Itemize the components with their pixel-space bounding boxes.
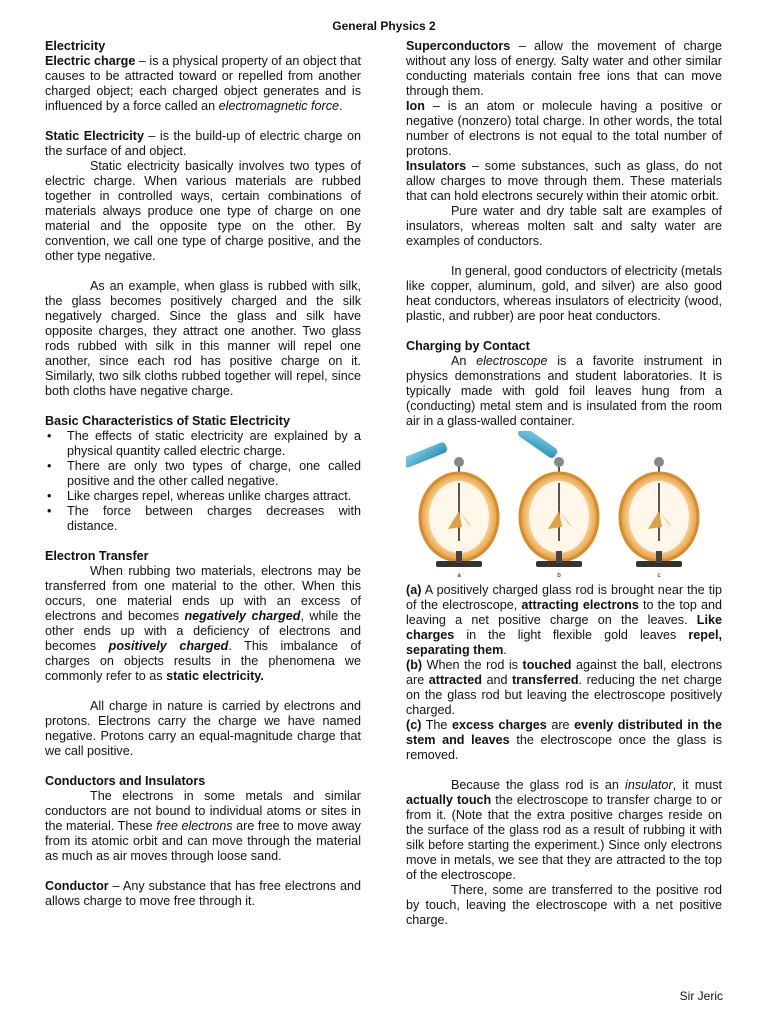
there-paragraph: There, some are transferred to the positive rod by touch, leaving the electroscope with a net positive charge. [406, 883, 722, 927]
figure-label-a: a [457, 573, 461, 579]
electron-transfer-paragraph [45, 564, 361, 684]
text: – is a physical property of an object that causes to be attracted toward or repelled from another charged object; each charged object generates and is influenced by a force called an [45, 54, 361, 113]
caption-tag: (a) [406, 583, 422, 597]
text: . This imbalance of charges on objects results in the phenomena we commonly refer to as [45, 639, 361, 683]
term: Ion [406, 99, 425, 113]
list-item: • Like charges repel, whereas unlike charges attract. [67, 489, 361, 504]
ion-definition [406, 99, 722, 159]
term: Electric charge [45, 54, 136, 68]
term: Static Electricity [45, 129, 144, 143]
emphasis: positively charged [108, 639, 229, 653]
electroscope-illustration [406, 431, 722, 579]
text: When the rod is [422, 658, 523, 672]
text: When rubbing two materials, electrons may be transferred from one material to the other. When this occurs, one material ends up with an excess of electrons and becomes [45, 564, 361, 623]
term: Superconductors [406, 39, 511, 53]
caption-b [406, 658, 722, 718]
text: the electroscope once the glass is removed. [406, 733, 723, 762]
text: in the light flexible gold leaves [454, 628, 689, 642]
caption-tag: (c) [406, 718, 422, 732]
static-paragraph: Static electricity basically involves two types of electric charge. When various materials are rubbed together in controlled ways, certain combinations of materials always produce one type of charge on one material and the opposite type on the other. By convention, we call one type of charge positive, and the other type negative. [45, 159, 361, 263]
text: . [503, 643, 507, 657]
figure-label-c: c [657, 573, 661, 579]
insulators-definition [406, 159, 722, 204]
electroscope-c [620, 457, 698, 567]
text: A positively charged glass rod is brought near the tip of the electroscope, [406, 583, 722, 612]
text: . reducing the net charge on the glass rod but leaving the electroscope positively charged. [406, 673, 723, 717]
text: . [339, 99, 343, 113]
example-paragraph: As an example, when glass is rubbed with silk, the glass becomes positively charged and the silk negatively charged. Since the glass and silk have opposite charges, they attract one another. Two glass rods rubbed with silk in this manner will repel one another, since each rod has positive charge on it. Similarly, two silk cloths rubbed together will repel, since both cloths have negative charge. [45, 279, 361, 398]
list-item: • There are only two types of charge, one called positive and the other called negative. [67, 459, 361, 489]
text: , while the other ends up with a deficiency of electrons and becomes [45, 609, 361, 653]
electroscope-paragraph [406, 354, 722, 429]
text: are free to move away from its atomic orbit and can move through the material as much as air moves through loose sand. [45, 819, 361, 863]
glass-rod-b [517, 431, 559, 460]
footer-author: Sir Jeric [679, 989, 723, 1003]
emphasis: actually touch [406, 793, 492, 807]
emphasis: touched [522, 658, 572, 672]
term: Conductor [45, 879, 109, 893]
text: – is an atom or molecule having a positive or negative (nonzero) total charge. In other words, the total number of electrons is not equal to the total number of protons. [406, 99, 722, 158]
all-charge-paragraph: All charge in nature is carried by electrons and protons. Electrons carry the charge we have named negative. Protons carry an equal-magnitude charge that we call positive. [45, 699, 361, 758]
basic-characteristics-heading: Basic Characteristics of Static Electricity [45, 414, 290, 428]
caption-a [406, 583, 722, 658]
text: the electroscope to transfer charge to or from it. (Note that the extra positive charges reside on the surface of the glass rod as a result of rubbing it with silk before starting the experiment.) Since only electrons move in metals, we see that they are attracted to the top of the electroscope. [406, 793, 722, 882]
text: – some substances, such as glass, do not allow charges to move through them. These materials that can hold electrons securely within their atomic orbit. [406, 159, 722, 203]
electric-charge-definition [45, 54, 361, 114]
electroscope-a [420, 457, 498, 567]
text: The [421, 718, 452, 732]
text: against the ball, electrons are [406, 658, 722, 687]
text: – is the build-up of electric charge on the surface of and object. [45, 129, 361, 158]
text: and [481, 673, 513, 687]
emphasis: excess charges [451, 718, 547, 732]
figure-label-b: b [557, 573, 561, 579]
page-header-title: General Physics 2 [332, 19, 436, 33]
term: Insulators [406, 159, 467, 173]
emphasis: electromagnetic force [218, 99, 340, 113]
left-column [45, 39, 361, 909]
text: to the top and leaving a net positive charge on the leaves. [406, 598, 723, 627]
static-electricity-definition [45, 129, 361, 159]
emphasis: static electricity. [166, 669, 264, 683]
general-paragraph: In general, good conductors of electricity (metals like copper, aluminum, gold, and silver) are also good heat conductors, whereas insulators of electricity (wood, plastic, and rubber) are poor heat conductors. [406, 264, 722, 323]
emphasis: transferred [512, 673, 579, 687]
text: – Any substance that has free electrons and allows charge to move free through it. [45, 879, 361, 908]
emphasis: repel, separating them [406, 628, 722, 657]
caption-tag: (b) [406, 658, 423, 672]
conductors-paragraph [45, 789, 361, 864]
text: , it must [672, 778, 722, 792]
emphasis: attracted [428, 673, 482, 687]
list-item: • The effects of static electricity are explained by a physical quantity called electric charge. [67, 429, 361, 459]
right-column [406, 39, 722, 928]
emphasis: free electrons [156, 819, 233, 833]
characteristics-list [45, 429, 361, 534]
electroscope-b [520, 457, 598, 567]
list-item: • The force between charges decreases with distance. [67, 504, 361, 534]
emphasis: Like charges [406, 613, 722, 642]
superconductors-definition [406, 39, 722, 99]
emphasis: electroscope [476, 354, 548, 368]
because-paragraph [406, 778, 722, 883]
text: – allow the movement of charge without any loss of energy. Salty water and other similar conducting materials contain free ions that can move through them. [406, 39, 722, 98]
charging-by-contact-heading: Charging by Contact [406, 339, 530, 353]
text: are [546, 718, 575, 732]
caption-c [406, 718, 722, 763]
text: is a favorite instrument in physics demonstrations and student laboratories. It is typically made with gold foil leaves hung from a (conducting) metal stem and is insulated from the room air in a glass-walled container. [406, 354, 722, 428]
text: An [451, 354, 477, 368]
glass-rod-a [406, 441, 448, 468]
conductor-definition [45, 879, 361, 909]
emphasis: negatively charged [184, 609, 301, 623]
emphasis: evenly distributed in the stem and leaves [406, 718, 722, 747]
electron-transfer-heading: Electron Transfer [45, 549, 149, 563]
conductors-insulators-heading: Conductors and Insulators [45, 774, 206, 788]
electricity-heading: Electricity [45, 39, 106, 53]
pure-water-paragraph: Pure water and dry table salt are examples of insulators, whereas molten salt and salty water are examples of conductors. [406, 204, 722, 248]
emphasis: attracting electrons [521, 598, 639, 612]
text: The electrons in some metals and similar conductors are not bound to individual atoms or sites in the material. These [45, 789, 361, 833]
text: Because the glass rod is an [451, 778, 626, 792]
electroscope-figure [406, 431, 722, 579]
emphasis: insulator [625, 778, 673, 792]
